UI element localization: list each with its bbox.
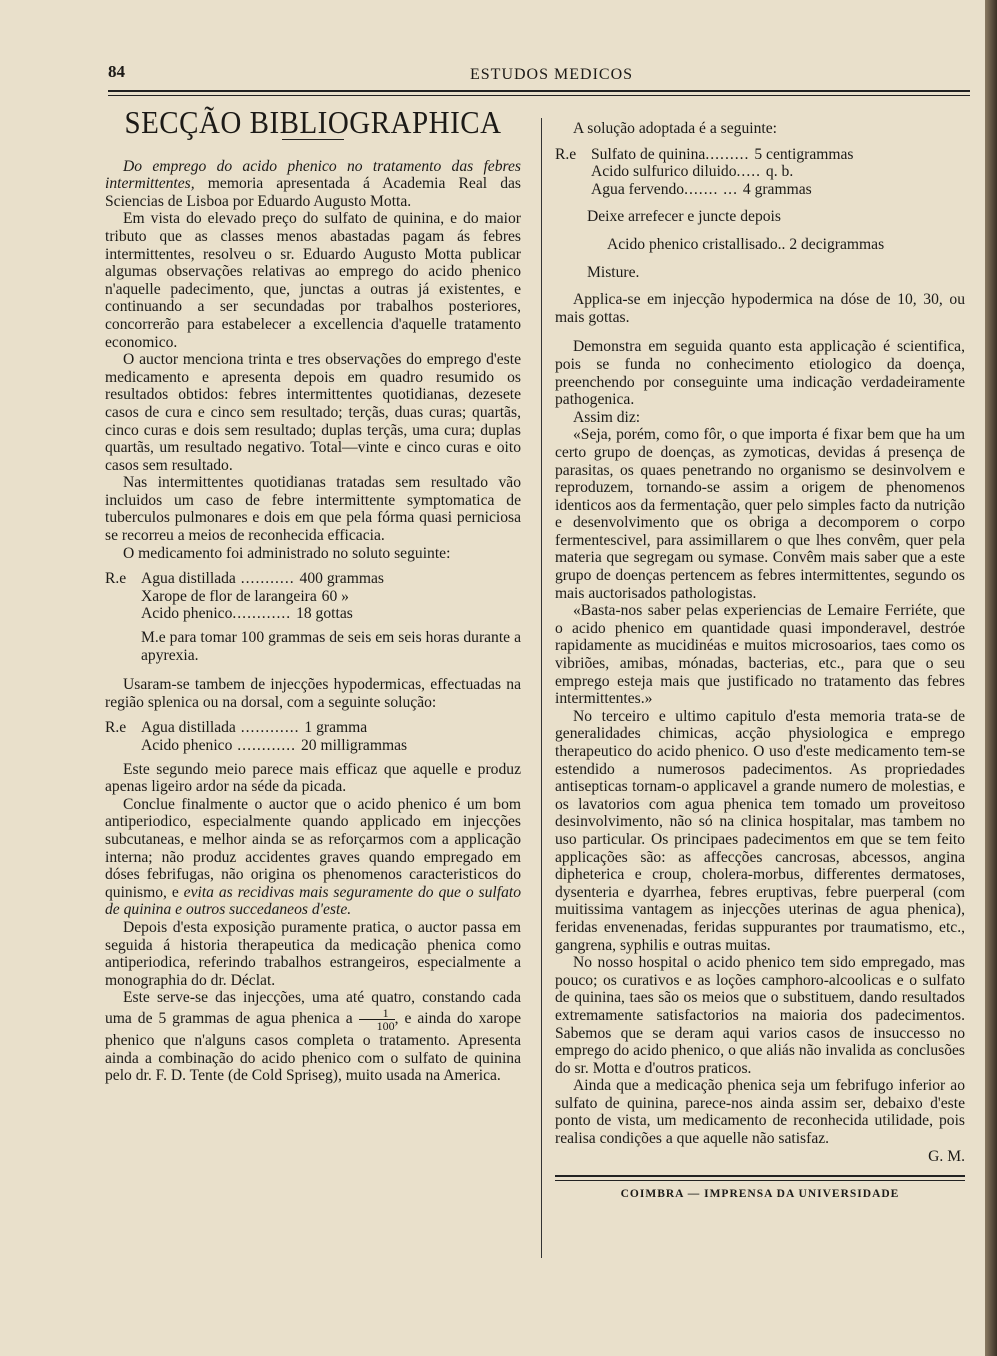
prescription-item: Xarope de flor de larangeira 60 » <box>141 587 349 605</box>
paragraph: Demonstra em seguida quanto esta applicação é scientifica, pois se funda no conhecimento etiologico da doença, preenchendo por conseguinte uma indicação verdadeiramente pathogenica. <box>555 338 965 409</box>
paragraph: O auctor menciona trinta e tres observações do emprego d'este medicamento e apresenta depois em quadro resumido os resultados obtidos: febres intermittentes quotidianas, dezesete casos de cura e cinco sem resultado; terçãs, duas curas; quartãs, cinco curas e dois sem resultado; duplas terçãs, uma cura; duplas quartãs, um resultado negativo. Total—vinte e cinco curas e oito casos sem resultado. <box>105 351 521 474</box>
prescription-item: Agua distillada ............ 1 gramma <box>141 719 368 737</box>
prescription-item: Acido phenico ............ 20 milligrammas <box>141 737 408 754</box>
prescription-note: M.e para tomar 100 grammas de seis em seis horas durante a apyrexia. <box>141 629 521 664</box>
left-column <box>105 105 521 1085</box>
paragraph: «Seja, porém, como fôr, o que importa é fixar bem que ha um certo grupo de doenças, as zymoticas, devidas á presença de parasitas, os quaes penetrando no organismo se desinvolvem e reproduzem, tornando-se assim a origem de phenomenos identicos aos da fermentação, quer pelo simples facto da nutrição e desenvolvimento que os obriga a decomporem o corpo fermentescivel, para assimillarem o que lhes convêm, quer pela materia que segregam ou symase. Convêm mais saber que a este grupo de doenças pertencem as febres intermittentes, segundo os mais auctorisados pathologistas. <box>555 426 965 602</box>
intro-title: Do emprego do acido phenico no tratamento das febres intermittentes, <box>105 157 521 193</box>
book-spine <box>985 0 997 1356</box>
prescription-2 <box>105 719 521 754</box>
right-column <box>555 120 965 1204</box>
paragraph: O medicamento foi administrado no soluto seguinte: <box>123 544 451 562</box>
paragraph: Applica-se em injecção hypodermica na dóse de 10, 30, ou mais gottas. <box>555 291 965 326</box>
intro-text: memoria apresentada á Academia Real das Sciencias de Lisboa por Eduardo Augusto Motta. <box>105 175 521 210</box>
paragraph: Este segundo meio parece mais efficaz que aquelle e produz apenas ligeiro ardor na séde da picada. <box>105 760 521 796</box>
recipe-label: R.e <box>105 570 127 588</box>
prescription-item: Acido phenico............ 18 gottas <box>141 605 353 623</box>
paragraph: Ainda que a medicação phenica seja um febrifugo inferior ao sulfato de quinina, parece-nos ainda assim ser, debaixo d'este ponto de vista, um medicamento de reconhecida utilidade, pois realisa condições a que aquelle não satisfaz. <box>555 1077 965 1148</box>
paragraph: A solução adoptada é a seguinte: <box>573 120 777 137</box>
prescription-item: Agua fervendo....... ... 4 grammas <box>591 180 812 198</box>
intro-paragraph <box>105 158 521 211</box>
page-number: 84 <box>108 62 125 81</box>
paragraph: «Basta-nos saber pelas experiencias de Lemaire Ferriéte, que o acido phenico em quantidade quasi imponderavel, destróe rapidamente as mucidinéas e muitos microsoarios, taes como os vibriões, amibas, mónadas, bacterias, etc., para que o seu emprego esteja mais que justificado no tratamento das febres intermittentes.» <box>555 602 965 708</box>
paragraph: Em vista do elevado preço do sulfato de quinina, e do maior tributo que as classes menos abastadas pagam ás febres intermittentes, resolveu o sr. Eduardo Augusto Motta publicar algumas observações relativas ao emprego do acido phenico n'aquelle padecimento, que, junctas a outras já existentes, e continuando a ser secundadas por trabalhos posteriores, concorrerão para estabelecer a excellencia d'aquelle tratamento economico. <box>105 210 521 351</box>
prescription-item: Acido sulfurico diluido..... q. b. <box>591 163 794 181</box>
prescription-addition: Acido phenico cristallisado.. 2 decigrammas <box>607 235 885 253</box>
fraction: $\frac{1}{100}$ <box>359 1007 395 1032</box>
prescription-3 <box>555 146 965 199</box>
paragraph: Este serve-se das injecções, uma até quatro, constando cada uma de 5 grammas de agua phenica a $\frac{1}{100}$ , e ainda do xarope phenico que n'alguns casos completa o tratamento. Apresenta ainda a combinação do acido phenico com o sulfato de quinina pelo dr. F. D. Tente (de Cold Spriseg), muito usada na America. <box>105 989 521 1085</box>
running-title: ESTUDOS MEDICOS <box>470 66 634 83</box>
header-rule-thin <box>108 95 970 96</box>
prescription-instruction: Deixe arrefecer e juncte depois <box>587 208 781 226</box>
paragraph: Assim diz: <box>573 408 641 426</box>
paragraph: Nas intermittentes quotidianas tratadas sem resultado vão incluidos um caso de febre intermittente symptomatica de tuberculos pulmonares e dois em que pela fórma quasi perniciosa se recorreu a meios de reconhecida efficacia. <box>105 474 521 545</box>
footer-rule <box>555 1175 965 1181</box>
paragraph: No terceiro e ultimo capitulo d'esta memoria trata-se de generalidades chimicas, acção physiologica e emprego therapeutico do acido phenico. O uso d'este medicamento tem-se estendido a numerosos padecimentos. As propriedades antisepticas tornam-o applicavel a grande numero de molestias, e os lavatorios com agua phenica tem tomado um proveitoso desinvolvimento, não só na clinica hospitalar, mas tambem no uso particular. Os principaes padecimentos em que se tem feito applicações são: as affecções cancrosas, abcessos, angina dipheterica e croup, cholera-morbus, differentes dermatoses, dysenteria e dyarrhea, febres eruptivas, febre puerperal (com muitissima vantagem as injecções uterinas de agua phenica), feridas envenenadas, feridas suppurantes por traumatismo, etc., gangrena, syphilis e outras muitas. <box>555 707 965 954</box>
prescription-1 <box>105 570 521 623</box>
section-title: SECÇÃO BIBLIOGRAPHICA <box>124 105 502 141</box>
paragraph: No nosso hospital o acido phenico tem sido empregado, mas pouco; os curativos e as loções camphoro-alcoolicas e o sulfato de quinina, taes são os meios que o substituem, dando resultados extremamente satisfactorios na maioria dos padecimentos. Sabemos que se deram aqui varios casos de insuccesso no emprego do acido phenico, o que aliás não invalida as conclusões do sr. Motta e d'outros praticos. <box>555 954 965 1077</box>
paragraph: Conclue finalmente o auctor que o acido phenico é um bom antiperiodico, especialmente quando applicado em injecções subcutaneas, e melhor ainda se as reforçarmos com a applicação interna; não produz accidentes graves quando empregado em dóses febrifugas, não origina os phenomenos caracteristicos do quinismo, e evita as recidivas mais seguramente do que o sulfato de quinina e outros succedaneos d'este. <box>105 795 521 919</box>
header-rule <box>108 90 970 92</box>
column-divider <box>541 118 542 1258</box>
printer-imprint: COIMBRA — IMPRENSA DA UNIVERSIDADE <box>620 1188 900 1201</box>
paragraph: Usaram-se tambem de injecções hypodermicas, effectuadas na região splenica ou na dorsal, com a seguinte solução: <box>105 676 521 711</box>
signature: G. M. <box>928 1147 965 1165</box>
prescription-item: Agua distillada ........... 400 grammas <box>141 570 384 588</box>
recipe-label: R.e <box>105 719 127 737</box>
paragraph: Depois d'esta exposição puramente pratica, o auctor passa em seguida á historia therapeutica da medicação phenica como antiperiodica, referindo trabalhos estrangeiros, especialmente a monographia do dr. Déclat. <box>105 918 521 989</box>
recipe-label: R.e <box>555 145 577 163</box>
prescription-instruction: Misture. <box>587 263 640 281</box>
prescription-item: Sulfato de quinina......... 5 centigrammas <box>591 145 854 163</box>
